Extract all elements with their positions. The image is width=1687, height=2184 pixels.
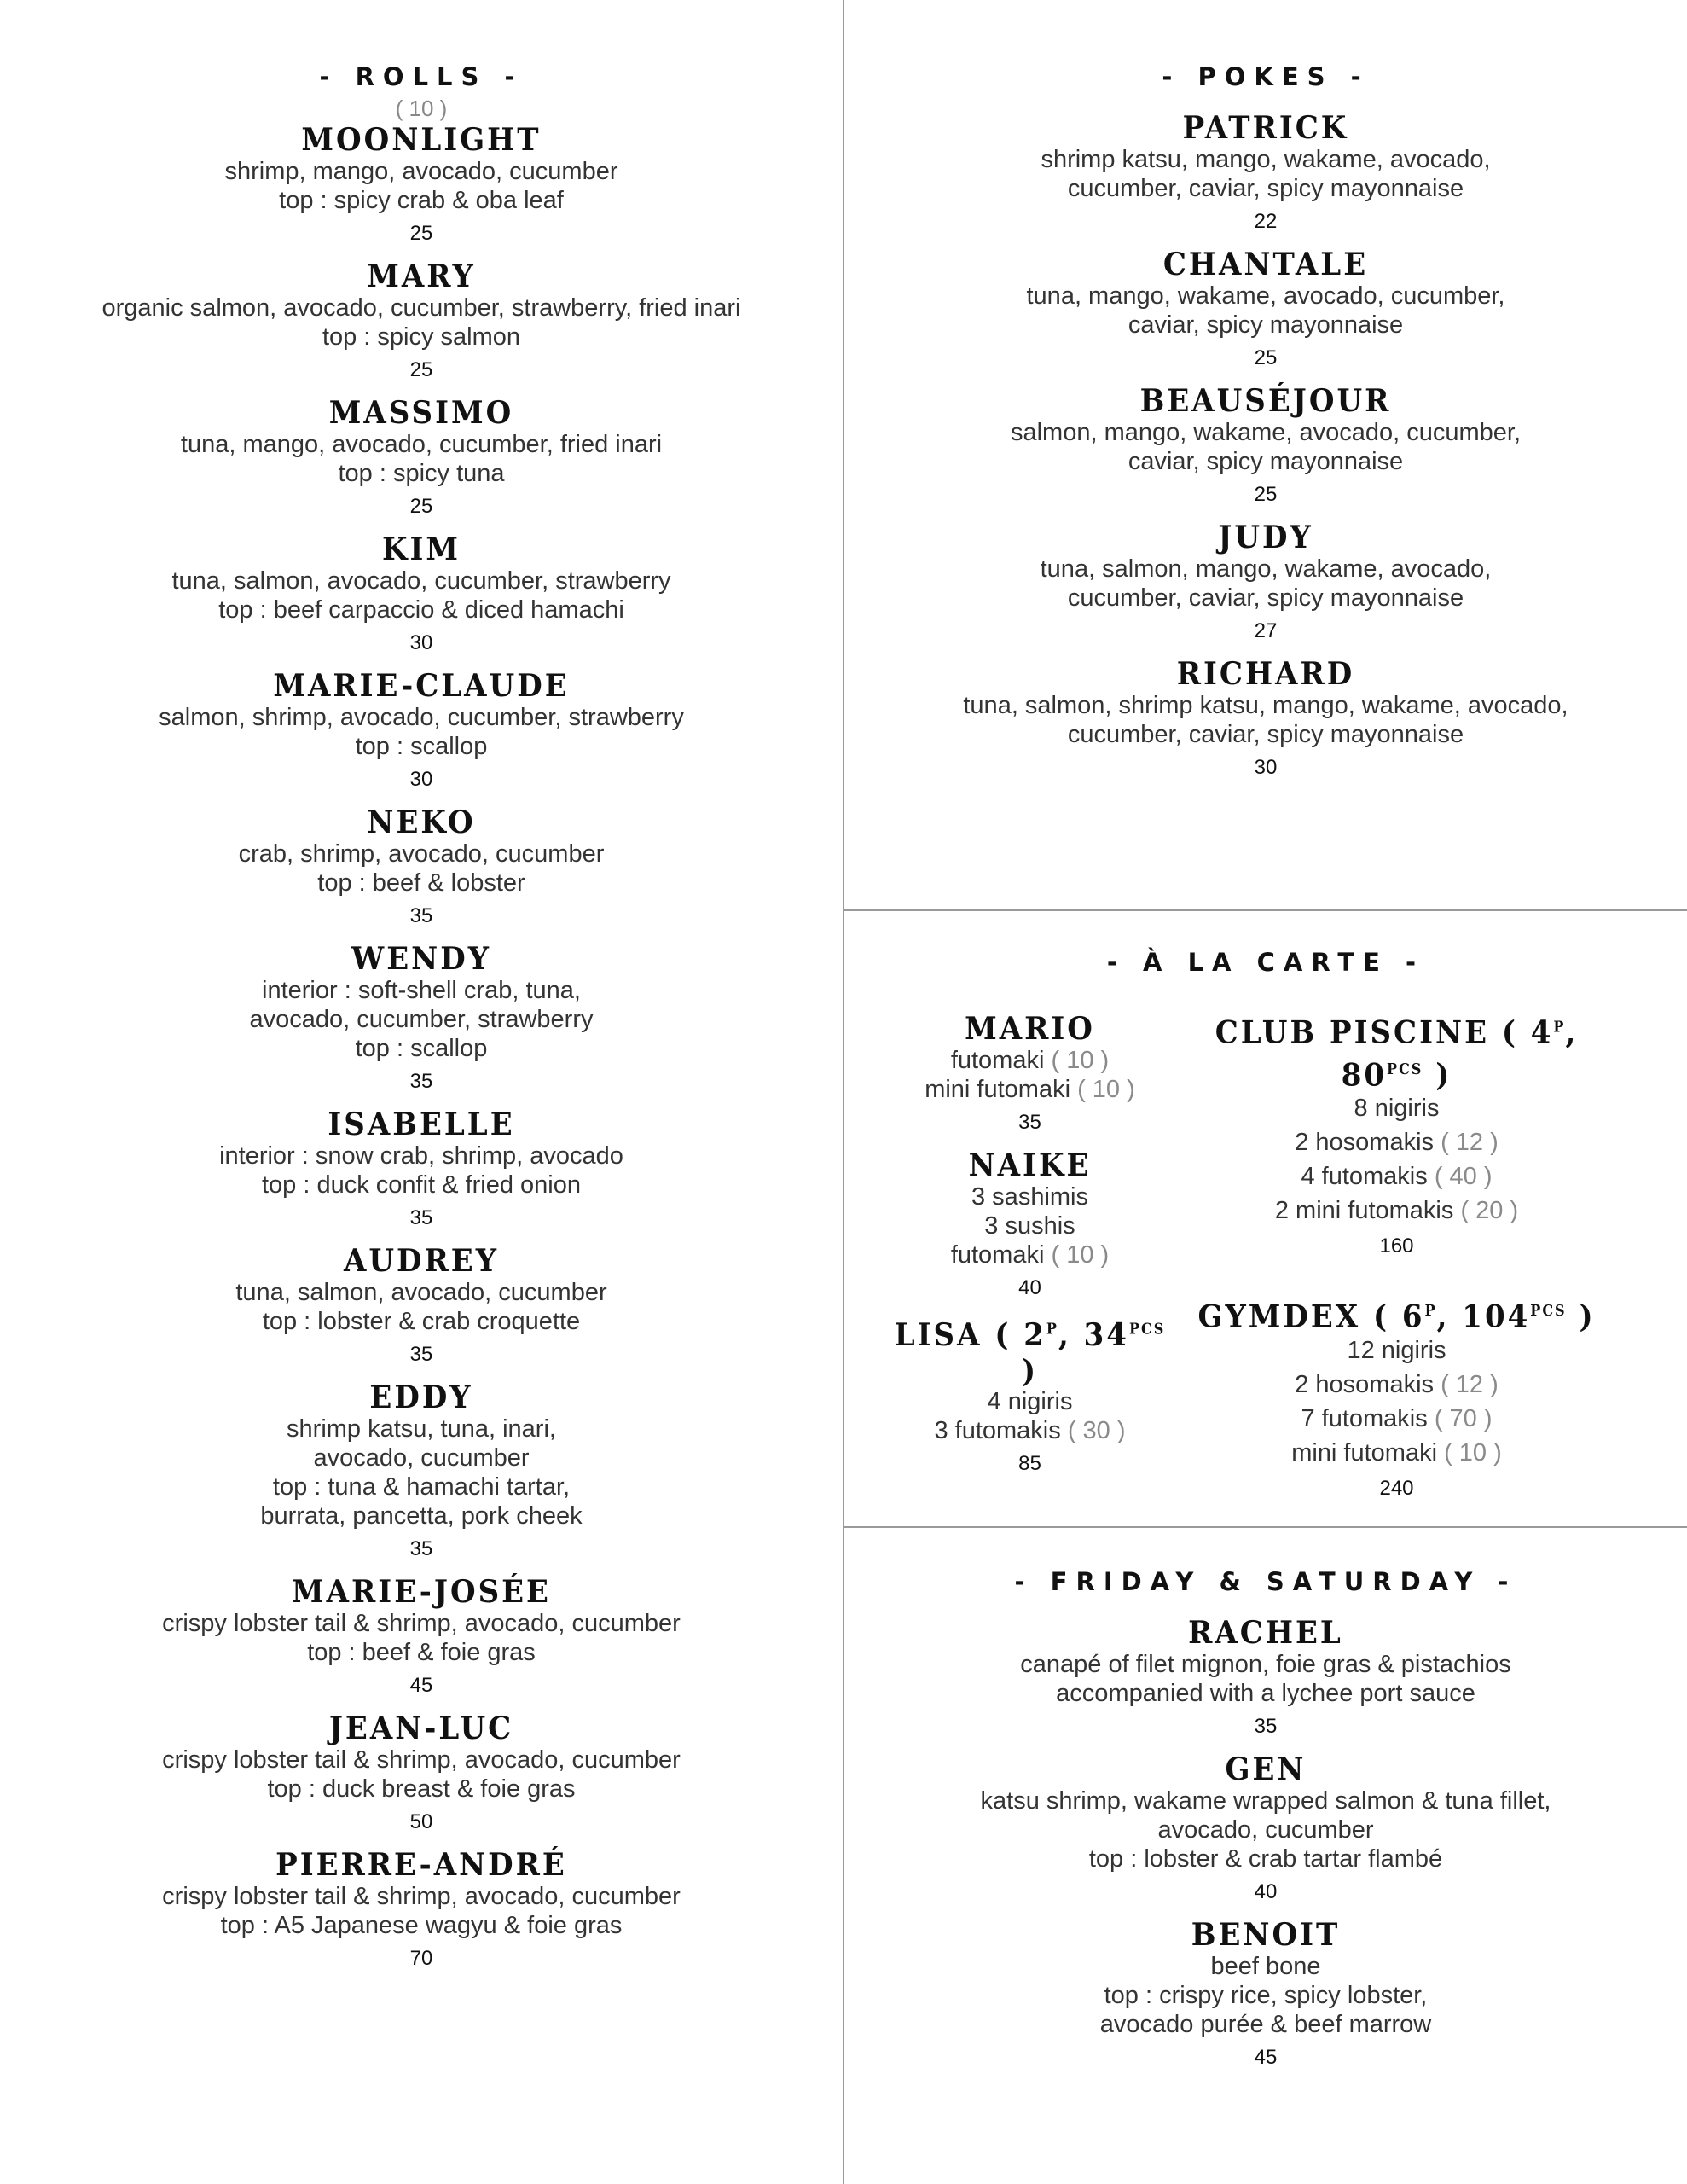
roll-item-price: 70: [409, 1947, 433, 1970]
rolls-piece-count: ( 10 ): [395, 96, 448, 121]
carte-item-description: 7 futomakis ( 70 ): [1301, 1404, 1493, 1432]
roll-item-description: avocado, cucumber, strawberry: [249, 1006, 594, 1033]
poke-item-price: 27: [1254, 619, 1278, 642]
roll-item: [0, 123, 843, 247]
carte-item-description: 2 hosomakis ( 12 ): [1295, 1128, 1499, 1156]
roll-item-description: interior : snow crab, shrimp, avocado: [219, 1142, 623, 1170]
carte-item-price: 160: [1379, 1234, 1414, 1258]
carte-right-list: [1186, 1012, 1608, 1502]
divider-pokes-carte: [844, 909, 1687, 911]
carte-item-description: mini futomaki ( 10 ): [1291, 1438, 1502, 1467]
carte-item: [887, 1314, 1173, 1478]
roll-item-description: top : beef carpaccio & diced hamachi: [218, 596, 624, 624]
roll-item-description: crispy lobster tail & shrimp, avocado, cucumber: [162, 1883, 681, 1910]
weekend-item-description: top : lobster & crab tartar flambé: [1088, 1845, 1443, 1873]
persons-superscript: P: [1553, 1018, 1566, 1036]
poke-item-description: tuna, salmon, mango, wakame, avocado,: [1040, 555, 1492, 583]
carte-item-description: 8 nigiris: [1354, 1094, 1440, 1122]
piece-count: ( 12 ): [1441, 1128, 1499, 1156]
roll-item-description: top : duck confit & fried onion: [262, 1171, 581, 1199]
pieces-superscript: PCS: [1128, 1320, 1166, 1338]
piece-count: ( 12 ): [1441, 1370, 1499, 1398]
roll-item-price: 50: [409, 1810, 433, 1833]
roll-item-name: MARY: [367, 258, 476, 295]
roll-item-description: top : A5 Japanese wagyu & foie gras: [220, 1912, 623, 1939]
piece-count: ( 10 ): [1051, 1047, 1110, 1074]
roll-item-description: tuna, salmon, avocado, cucumber, strawberry: [171, 567, 671, 595]
weekend-item-name: BENOIT: [1191, 1916, 1341, 1954]
carte-item-description: futomaki ( 10 ): [950, 1047, 1110, 1074]
roll-item: [0, 259, 843, 384]
piece-count: ( 70 ): [1434, 1404, 1493, 1432]
roll-item-description: interior : soft-shell crab, tuna,: [262, 977, 581, 1004]
piece-count: ( 10 ): [1051, 1241, 1110, 1269]
roll-item-price: 25: [409, 495, 433, 518]
poke-item: [844, 520, 1687, 645]
poke-item: [844, 111, 1687, 235]
carte-item: [1186, 1012, 1608, 1260]
poke-item-description: tuna, mango, wakame, avocado, cucumber,: [1026, 282, 1505, 310]
carte-section: [844, 945, 1687, 1500]
roll-item-description: salmon, shrimp, avocado, cucumber, strawberry: [159, 704, 684, 731]
roll-item-name: MARIE-JOSÉE: [292, 1573, 551, 1611]
roll-item-price: 35: [409, 1206, 433, 1229]
roll-item: [0, 1848, 843, 1972]
roll-item-name: AUDREY: [344, 1242, 499, 1280]
roll-item-description: burrata, pancetta, pork cheek: [260, 1502, 583, 1530]
roll-item-description: avocado, cucumber: [313, 1444, 530, 1472]
carte-item: [887, 1012, 1173, 1136]
carte-item-description: 3 sashimis: [971, 1183, 1088, 1211]
carte-item: [887, 1148, 1173, 1302]
roll-item-description: top : spicy salmon: [322, 323, 521, 351]
weekend-item-description: beef bone: [1210, 1953, 1321, 1980]
carte-title: - À LA CARTE -: [1106, 948, 1425, 977]
roll-item-description: top : scallop: [355, 733, 488, 760]
weekend-item-description: accompanied with a lychee port sauce: [1056, 1680, 1475, 1707]
roll-item-name: NEKO: [367, 804, 476, 841]
piece-count: ( 10 ): [1444, 1438, 1502, 1467]
carte-item-description: mini futomaki ( 10 ): [925, 1076, 1135, 1103]
roll-item-name: ISABELLE: [328, 1106, 515, 1143]
roll-item-name: WENDY: [351, 940, 491, 978]
right-column: [844, 0, 1687, 2069]
roll-item-price: 35: [409, 1537, 433, 1560]
carte-item-description: 4 futomakis ( 40 ): [1301, 1162, 1493, 1190]
weekend-item-price: 40: [1254, 1880, 1278, 1903]
roll-item-description: crispy lobster tail & shrimp, avocado, cucumber: [162, 1746, 681, 1774]
roll-item-name: JEAN-LUC: [328, 1710, 514, 1747]
poke-item-description: caviar, spicy mayonnaise: [1128, 448, 1404, 475]
weekend-item: [844, 1918, 1687, 2071]
roll-item: [0, 1107, 843, 1232]
pokes-title: - POKES -: [1162, 62, 1370, 91]
divider-carte-weekend: [844, 1526, 1687, 1528]
poke-item-price: 25: [1254, 346, 1278, 369]
carte-item-name: GYMDEX ( $6^P$, $104^{PCS}$ ): [1197, 1298, 1596, 1335]
persons-superscript: P: [1046, 1320, 1058, 1338]
weekend-item-description: avocado purée & beef marrow: [1099, 2011, 1432, 2038]
roll-item-price: 25: [409, 358, 433, 381]
roll-item-price: 45: [409, 1674, 433, 1697]
piece-count: ( 20 ): [1460, 1196, 1519, 1224]
roll-item-description: top : beef & foie gras: [307, 1639, 536, 1666]
piece-count: ( 30 ): [1067, 1417, 1126, 1445]
carte-item-description: 2 mini futomakis ( 20 ): [1274, 1196, 1519, 1224]
carte-left-list: [887, 1012, 1173, 1478]
weekend-title: - FRIDAY & SATURDAY -: [1014, 1567, 1517, 1596]
roll-item-name: MARIE-CLAUDE: [273, 667, 570, 705]
pokes-list: [844, 111, 1687, 781]
poke-item-description: tuna, salmon, shrimp katsu, mango, wakame, avocado,: [963, 692, 1568, 719]
weekend-item-description: katsu shrimp, wakame wrapped salmon & tuna fillet,: [980, 1787, 1551, 1815]
roll-item: [0, 1380, 843, 1563]
poke-item-name: CHANTALE: [1162, 246, 1369, 283]
roll-item-name: MASSIMO: [328, 394, 514, 432]
roll-item-description: tuna, mango, avocado, cucumber, fried inari: [180, 431, 663, 458]
roll-item-description: top : spicy tuna: [338, 460, 505, 487]
poke-item-name: PATRICK: [1182, 109, 1349, 147]
roll-item: [0, 942, 843, 1095]
roll-item-description: organic salmon, avocado, cucumber, strawberry, fried inari: [101, 294, 741, 322]
carte-item-description: 3 sushis: [984, 1212, 1075, 1240]
weekend-item-description: top : crispy rice, spicy lobster,: [1104, 1982, 1428, 2009]
carte-item-price: 85: [1018, 1452, 1041, 1476]
weekend-item: [844, 1616, 1687, 1740]
roll-item: [0, 1244, 843, 1368]
roll-item-description: top : lobster & crab croquette: [262, 1308, 581, 1335]
piece-count: ( 40 ): [1434, 1162, 1493, 1190]
rolls-column: [0, 0, 843, 1972]
roll-item-name: MOONLIGHT: [301, 121, 542, 159]
roll-item: [0, 1575, 843, 1699]
weekend-section: [844, 1565, 1687, 2071]
roll-item-description: tuna, salmon, avocado, cucumber: [235, 1279, 607, 1306]
roll-item-description: top : beef & lobster: [317, 869, 525, 897]
carte-item-name: LISA ( $2^P$, $34^{PCS}$ ): [894, 1316, 1166, 1391]
roll-item-description: top : duck breast & foie gras: [267, 1775, 576, 1803]
poke-item-description: caviar, spicy mayonnaise: [1128, 311, 1404, 339]
carte-item-description: 2 hosomakis ( 12 ): [1295, 1370, 1499, 1398]
roll-item-price: 30: [409, 768, 433, 791]
poke-item-price: 22: [1254, 210, 1278, 233]
rolls-title: - ROLLS -: [319, 62, 524, 91]
roll-item-name: KIM: [381, 531, 461, 568]
weekend-item: [844, 1752, 1687, 1906]
carte-item-name: NAIKE: [968, 1147, 1092, 1184]
poke-item-price: 30: [1254, 756, 1278, 779]
poke-item-name: JUDY: [1218, 519, 1313, 556]
weekend-item-price: 35: [1254, 1715, 1278, 1738]
poke-item-description: cucumber, caviar, spicy mayonnaise: [1067, 584, 1464, 612]
roll-item-description: crab, shrimp, avocado, cucumber: [238, 840, 605, 868]
pieces-superscript: PCS: [1387, 1060, 1423, 1078]
roll-item-price: 35: [409, 904, 433, 927]
carte-item-description: 12 nigiris: [1347, 1336, 1446, 1364]
carte-item-price: 240: [1379, 1476, 1414, 1500]
carte-item-description: 3 futomakis ( 30 ): [934, 1417, 1126, 1445]
carte-item-price: 35: [1018, 1111, 1041, 1134]
carte-item-name: CLUB PISCINE ( $4^P$, $80^{PCS}$ ): [1215, 1014, 1579, 1095]
roll-item-description: top : scallop: [355, 1035, 488, 1062]
carte-item-price: 40: [1018, 1276, 1041, 1299]
poke-item-description: shrimp katsu, mango, wakame, avocado,: [1041, 146, 1491, 173]
carte-item: [1186, 1294, 1608, 1502]
poke-item-name: RICHARD: [1176, 655, 1355, 693]
poke-item-price: 25: [1254, 483, 1278, 506]
roll-item-name: EDDY: [369, 1379, 473, 1416]
persons-superscript: P: [1424, 1301, 1437, 1320]
roll-item-description: top : tuna & hamachi tartar,: [272, 1473, 571, 1501]
roll-item-price: 30: [409, 631, 433, 654]
pieces-superscript: PCS: [1530, 1301, 1567, 1320]
carte-item-description: 4 nigiris: [987, 1388, 1073, 1416]
carte-item-name: MARIO: [965, 1010, 1095, 1048]
roll-item-price: 35: [409, 1070, 433, 1093]
piece-count: ( 10 ): [1077, 1076, 1135, 1103]
roll-item-description: top : spicy crab & oba leaf: [279, 187, 564, 214]
roll-item: [0, 805, 843, 930]
poke-item-description: cucumber, caviar, spicy mayonnaise: [1067, 721, 1464, 748]
roll-item-description: shrimp, mango, avocado, cucumber: [224, 158, 618, 185]
rolls-list: [0, 123, 843, 1972]
weekend-list: [844, 1616, 1687, 2071]
roll-item-description: shrimp katsu, tuna, inari,: [287, 1415, 556, 1443]
poke-item-name: BEAUSÉJOUR: [1139, 382, 1392, 420]
weekend-item-name: GEN: [1225, 1751, 1307, 1788]
weekend-item-description: canapé of filet mignon, foie gras & pistachios: [1020, 1651, 1511, 1678]
carte-grid: [844, 1010, 1687, 1500]
roll-item: [0, 1711, 843, 1836]
roll-item-name: PIERRE-ANDRÉ: [275, 1846, 567, 1884]
roll-item-description: crispy lobster tail & shrimp, avocado, cucumber: [162, 1610, 681, 1637]
weekend-item-name: RACHEL: [1188, 1614, 1343, 1652]
roll-item: [0, 532, 843, 657]
poke-item: [844, 247, 1687, 372]
weekend-item-description: avocado, cucumber: [1157, 1816, 1374, 1844]
poke-item-description: salmon, mango, wakame, avocado, cucumber,: [1010, 419, 1522, 446]
carte-item-description: futomaki ( 10 ): [950, 1241, 1110, 1269]
roll-item-price: 35: [409, 1343, 433, 1366]
poke-item: [844, 384, 1687, 508]
poke-item: [844, 657, 1687, 781]
poke-item-description: cucumber, caviar, spicy mayonnaise: [1067, 175, 1464, 202]
roll-item-price: 25: [409, 222, 433, 245]
roll-item: [0, 669, 843, 793]
roll-item: [0, 396, 843, 520]
weekend-item-price: 45: [1254, 2046, 1278, 2069]
